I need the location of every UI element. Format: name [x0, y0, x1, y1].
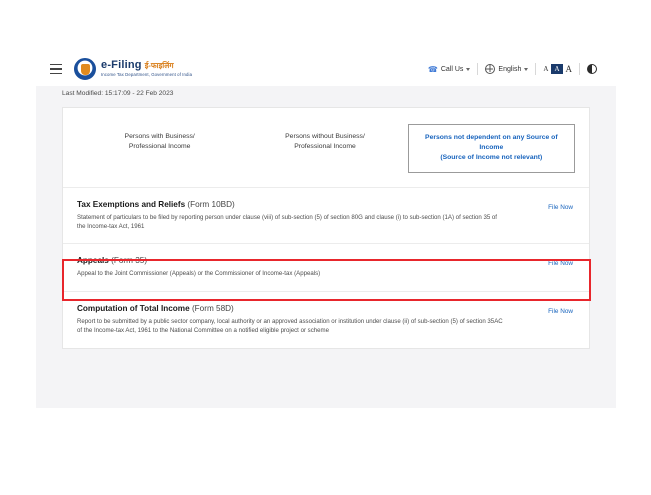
tab-label-line1: Persons with Business/ — [124, 133, 195, 140]
form-title — [77, 256, 575, 268]
tab-persons-without-business[interactable] — [242, 124, 407, 173]
brand-subtitle: Income Tax Department, Government of India — [101, 72, 193, 78]
chevron-down-icon — [524, 68, 528, 71]
form-description: Appeal to the Joint Commissioner (Appeals) or the Commissioner of Income-tax (Appeals) — [77, 270, 321, 278]
tab-persons-with-business[interactable] — [77, 124, 242, 173]
globe-icon — [485, 64, 495, 74]
font-size-controls — [536, 64, 579, 74]
form-title — [77, 200, 575, 209]
chevron-down-icon — [466, 68, 470, 71]
form-number: (Form 35) — [111, 256, 148, 266]
brand-logo[interactable] — [74, 58, 192, 80]
language-selector[interactable] — [478, 64, 535, 74]
font-size-large-button[interactable]: A — [565, 64, 572, 74]
language-label: English — [498, 65, 522, 73]
last-modified-text: Last Modified: 15:17:09 - 22 Feb 2023 — [62, 90, 174, 97]
tab-label-line1: Persons without Business/ — [285, 133, 365, 140]
call-us-button[interactable] — [421, 65, 478, 74]
font-size-medium-button[interactable]: A — [551, 64, 562, 74]
form-row-tax-exemptions[interactable] — [63, 187, 589, 244]
form-title-text: Appeals — [77, 256, 109, 266]
page-body — [36, 86, 616, 408]
form-number: (Form 58D) — [191, 303, 234, 313]
form-title-text: Computation of Total Income — [77, 303, 190, 313]
tab-label-line2: Professional Income — [294, 143, 356, 151]
tab-persons-not-dependent[interactable] — [408, 124, 575, 173]
form-description: Statement of particulars to be filed by reporting person under clause (viii) of sub-section (5) of section 80G and clause (i) to sub-section (1A) of section 35 of the Income-tax Act, 1961 — [77, 213, 498, 230]
form-row-appeals[interactable] — [63, 243, 589, 290]
brand-title: e-Filing — [101, 59, 142, 72]
hamburger-icon[interactable] — [50, 64, 62, 74]
file-now-link[interactable]: File Now — [548, 307, 573, 315]
form-title — [77, 304, 575, 313]
forms-card — [62, 107, 590, 349]
font-size-small-button[interactable]: A — [543, 65, 549, 73]
tab-label-line2: (Source of Income not relevant) — [440, 154, 543, 162]
form-number: (Form 10BD) — [187, 199, 235, 209]
category-tabs — [63, 108, 589, 187]
file-now-link[interactable]: File Now — [548, 260, 573, 268]
brand-title-hindi: ई-फाइलिंग — [144, 61, 174, 71]
site-header — [36, 52, 616, 87]
form-description: Report to be submitted by a public sector company, local authority or an approved association or institution under clause (ii) of sub-section (5) of section 35AC of the Income-tax Act, 1961 to the National Committee on a notified eligible project or scheme — [77, 317, 503, 335]
contrast-toggle-button[interactable] — [580, 64, 604, 74]
header-actions — [421, 63, 616, 75]
phone-icon: ☎ — [427, 64, 438, 74]
form-row-computation-of-total-income[interactable] — [63, 291, 589, 348]
tab-label-line1: Persons not dependent on any Source of Income — [425, 134, 558, 152]
call-us-label: Call Us — [440, 65, 464, 73]
form-title-text: Tax Exemptions and Reliefs — [77, 199, 186, 209]
contrast-icon — [587, 64, 597, 74]
brand-text — [101, 60, 192, 77]
government-emblem-icon — [74, 58, 96, 80]
tab-label-line2: Professional Income — [128, 143, 191, 151]
file-now-link[interactable]: File Now — [548, 203, 573, 211]
